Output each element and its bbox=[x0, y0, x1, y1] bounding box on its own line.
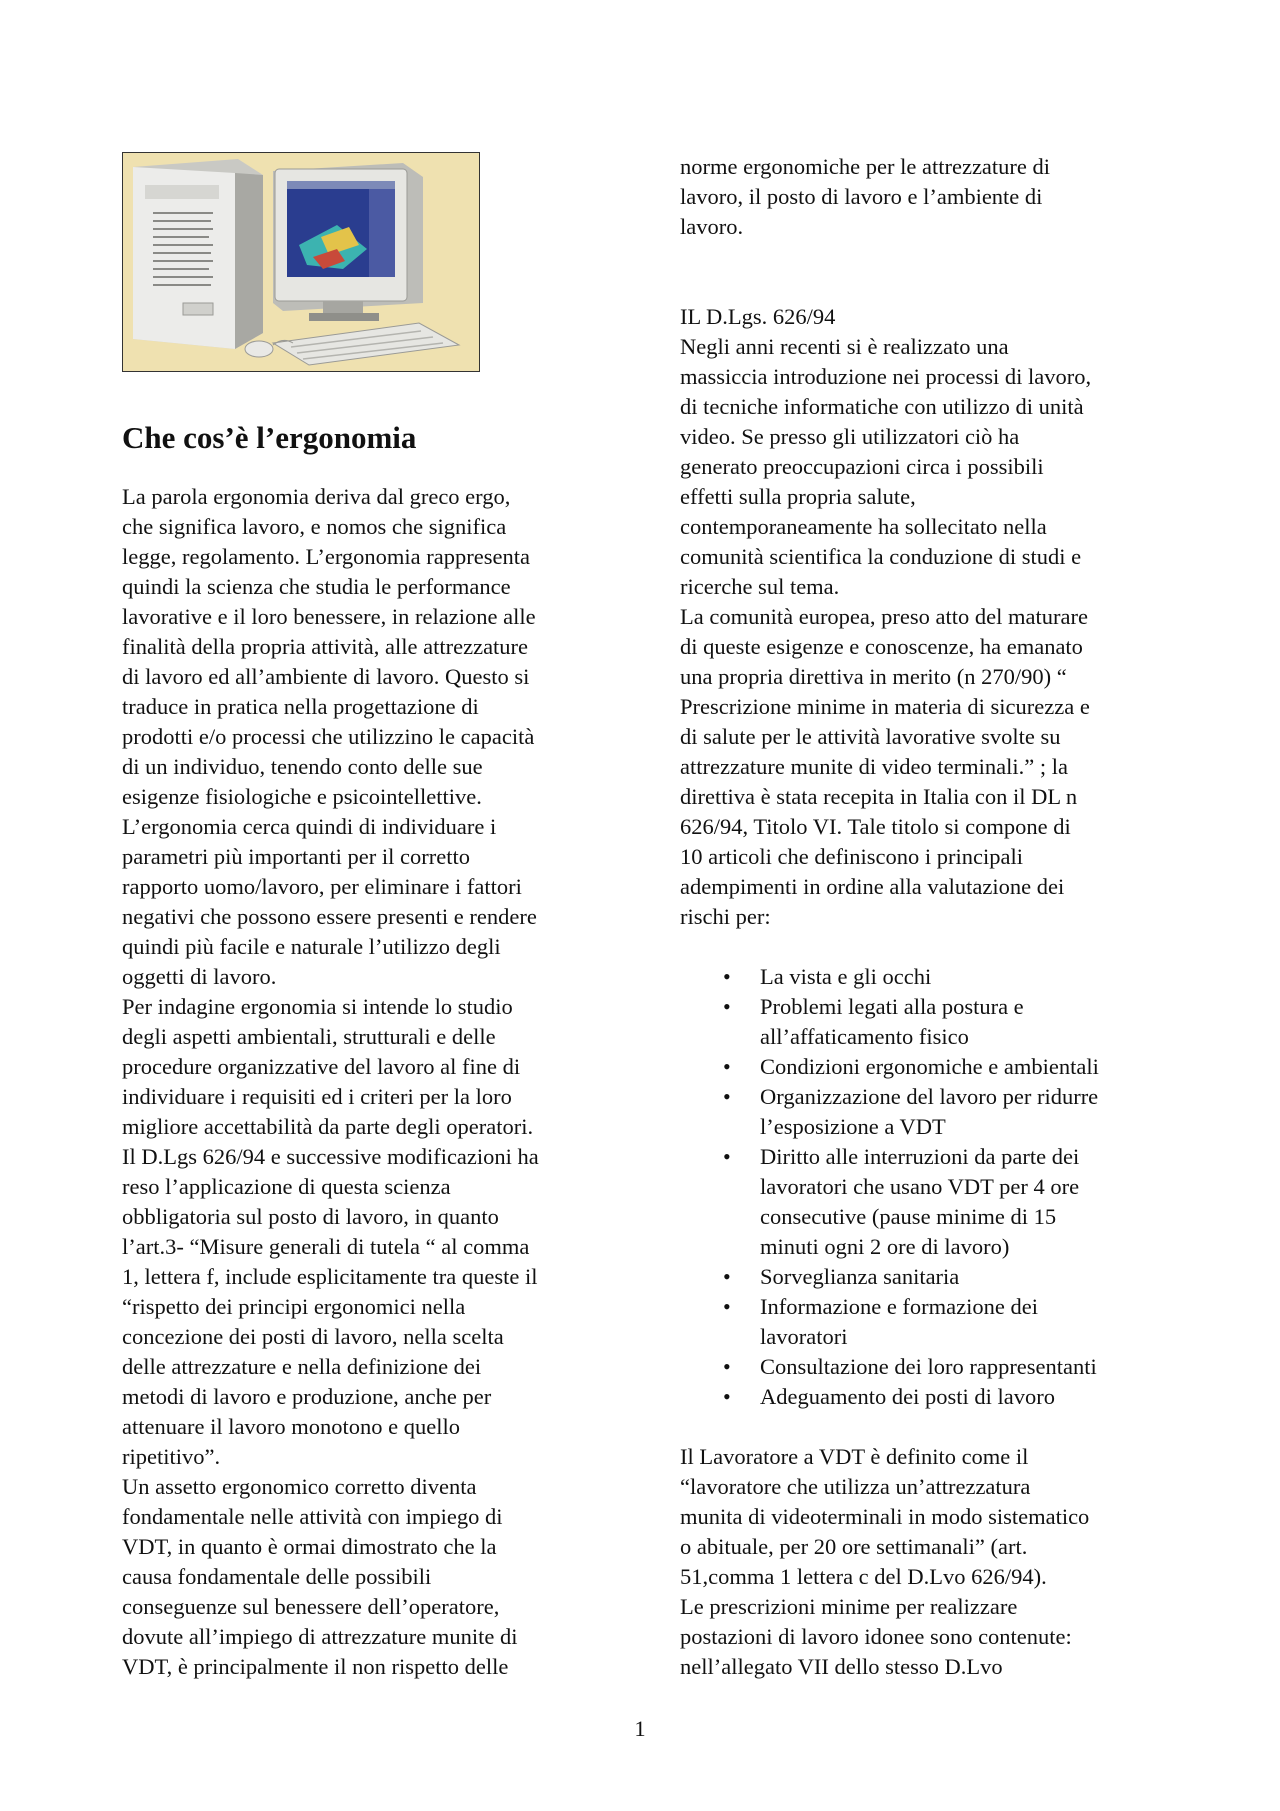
list-item-line: all’affaticamento fisico bbox=[760, 1024, 969, 1049]
body-line: prodotti e/o processi che utilizzino le capacità bbox=[122, 724, 535, 749]
body-line: lavorative e il loro benessere, in relazione alle bbox=[122, 604, 536, 629]
body-line: causa fondamentale delle possibili bbox=[122, 1564, 432, 1589]
computer-illustration bbox=[122, 152, 480, 372]
body-line: “rispetto dei principi ergonomici nella bbox=[122, 1294, 466, 1319]
body-line: attenuare il lavoro monotono e quello bbox=[122, 1414, 461, 1439]
bullet-icon: • bbox=[723, 1354, 731, 1379]
body-line: o abituale, per 20 ore settimanali” (art. bbox=[680, 1534, 1028, 1559]
body-line: l’art.3- “Misure generali di tutela “ al comma bbox=[122, 1234, 530, 1259]
body-line: Negli anni recenti si è realizzato una bbox=[680, 334, 1009, 359]
bullet-icon: • bbox=[723, 1084, 731, 1109]
list-item bbox=[723, 992, 1180, 1052]
page-title: Che cos’è l’ergonomia bbox=[122, 420, 417, 455]
body-line: dovute all’impiego di attrezzature munite di bbox=[122, 1624, 518, 1649]
body-line: individuare i requisiti ed i criteri per la loro bbox=[122, 1084, 512, 1109]
list-item-line: l’esposizione a VDT bbox=[760, 1114, 946, 1139]
list-item-line: Adeguamento dei posti di lavoro bbox=[760, 1384, 1055, 1409]
body-line: fondamentale nelle attività con impiego di bbox=[122, 1504, 503, 1529]
right-intro-text bbox=[680, 152, 1180, 242]
list-item bbox=[723, 1352, 1180, 1382]
body-line: ripetitivo”. bbox=[122, 1444, 221, 1469]
body-line: norme ergonomiche per le attrezzature di bbox=[680, 154, 1051, 179]
computer-icon bbox=[123, 153, 479, 371]
body-line: La comunità europea, preso atto del maturare bbox=[680, 604, 1088, 629]
body-line: legge, regolamento. L’ergonomia rappresenta bbox=[122, 544, 530, 569]
body-line: 51,comma 1 lettera c del D.Lvo 626/94). bbox=[680, 1564, 1047, 1589]
risk-bullet-list bbox=[680, 962, 1180, 1412]
body-line: degli aspetti ambientali, strutturali e delle bbox=[122, 1024, 496, 1049]
body-line: rischi per: bbox=[680, 904, 771, 929]
bullet-icon: • bbox=[723, 1144, 731, 1169]
list-item-line: Sorveglianza sanitaria bbox=[760, 1264, 960, 1289]
body-line: effetti sulla propria salute, bbox=[680, 484, 916, 509]
body-line: 1, lettera f, include esplicitamente tra queste il bbox=[122, 1264, 538, 1289]
vdt-worker-definition bbox=[680, 1442, 1180, 1682]
body-line: ricerche sul tema. bbox=[680, 574, 840, 599]
list-item bbox=[723, 1262, 1180, 1292]
body-line: comunità scientifica la conduzione di studi e bbox=[680, 544, 1082, 569]
paragraph-gap bbox=[680, 242, 1180, 302]
body-line: di queste esigenze e conoscenze, ha emanato bbox=[680, 634, 1083, 659]
list-item-line: Organizzazione del lavoro per ridurre bbox=[760, 1084, 1099, 1109]
body-line: postazioni di lavoro idonee sono contenute: bbox=[680, 1624, 1072, 1649]
body-line: “lavoratore che utilizza un’attrezzatura bbox=[680, 1474, 1031, 1499]
bullet-icon: • bbox=[723, 1384, 731, 1409]
bullet-icon: • bbox=[723, 1054, 731, 1079]
body-line: negativi che possono essere presenti e rendere bbox=[122, 904, 537, 929]
body-line: Un assetto ergonomico corretto diventa bbox=[122, 1474, 477, 1499]
list-item-line: consecutive (pause minime di 15 bbox=[760, 1204, 1057, 1229]
body-line: una propria direttiva in merito (n 270/90) “ bbox=[680, 664, 1067, 689]
body-line: L’ergonomia cerca quindi di individuare i bbox=[122, 814, 497, 839]
bullet-icon: • bbox=[723, 1294, 731, 1319]
body-line: conseguenze sul benessere dell’operatore, bbox=[122, 1594, 500, 1619]
body-line: esigenze fisiologiche e psicointellettive. bbox=[122, 784, 482, 809]
list-item bbox=[723, 1052, 1180, 1082]
body-line: Prescrizione minime in materia di sicurezza e bbox=[680, 694, 1090, 719]
list-item-line: Informazione e formazione dei bbox=[760, 1294, 1038, 1319]
body-line: attrezzature munite di video terminali.” ; la bbox=[680, 754, 1068, 779]
list-item-line: lavoratori bbox=[760, 1324, 848, 1349]
section-heading-line: IL D.Lgs. 626/94 bbox=[680, 304, 836, 329]
body-line: obbligatoria sul posto di lavoro, in quanto bbox=[122, 1204, 499, 1229]
list-item bbox=[723, 1292, 1180, 1352]
body-line: rapporto uomo/lavoro, per eliminare i fattori bbox=[122, 874, 522, 899]
body-line: oggetti di lavoro. bbox=[122, 964, 277, 989]
body-line: Le prescrizioni minime per realizzare bbox=[680, 1594, 1018, 1619]
list-item-line: Problemi legati alla postura e bbox=[760, 994, 1024, 1019]
body-line: La parola ergonomia deriva dal greco ergo, bbox=[122, 484, 511, 509]
body-line: finalità della propria attività, alle attrezzature bbox=[122, 634, 529, 659]
body-line: contemporaneamente ha sollecitato nella bbox=[680, 514, 1047, 539]
body-line: 10 articoli che definiscono i principali bbox=[680, 844, 1024, 869]
body-line: di lavoro ed all’ambiente di lavoro. Questo si bbox=[122, 664, 530, 689]
list-item bbox=[723, 1082, 1180, 1142]
body-line: quindi la scienza che studia le performance bbox=[122, 574, 511, 599]
body-line: che significa lavoro, e nomos che significa bbox=[122, 514, 507, 539]
list-item bbox=[723, 1382, 1180, 1412]
body-line: parametri più importanti per il corretto bbox=[122, 844, 471, 869]
body-line: procedure organizzative del lavoro al fine di bbox=[122, 1054, 521, 1079]
body-line: traduce in pratica nella progettazione di bbox=[122, 694, 479, 719]
body-line: video. Se presso gli utilizzatori ciò ha bbox=[680, 424, 1020, 449]
bullet-icon: • bbox=[723, 994, 731, 1019]
list-item-line: La vista e gli occhi bbox=[760, 964, 932, 989]
body-line: direttiva è stata recepita in Italia con il DL n bbox=[680, 784, 1078, 809]
body-line: generato preoccupazioni circa i possibili bbox=[680, 454, 1044, 479]
body-line: VDT, in quanto è ormai dimostrato che la bbox=[122, 1534, 497, 1559]
body-line: reso l’applicazione di questa scienza bbox=[122, 1174, 451, 1199]
list-item-line: minuti ogni 2 ore di lavoro) bbox=[760, 1234, 1010, 1259]
body-line: metodi di lavoro e produzione, anche per bbox=[122, 1384, 492, 1409]
dlgs-section-text bbox=[680, 302, 1180, 932]
body-line: nell’allegato VII dello stesso D.Lvo bbox=[680, 1654, 1003, 1679]
body-line: Il D.Lgs 626/94 e successive modificazioni ha bbox=[122, 1144, 539, 1169]
body-line: delle attrezzature e nella definizione dei bbox=[122, 1354, 482, 1379]
body-line: migliore accettabilità da parte degli operatori. bbox=[122, 1114, 534, 1139]
body-line: concezione dei posti di lavoro, nella scelta bbox=[122, 1324, 504, 1349]
body-line: lavoro. bbox=[680, 214, 744, 239]
list-item bbox=[723, 962, 1180, 992]
list-item-line: Consultazione dei loro rappresentanti bbox=[760, 1354, 1097, 1379]
body-line: di un individuo, tenendo conto delle sue bbox=[122, 754, 483, 779]
body-line: lavoro, il posto di lavoro e l’ambiente di bbox=[680, 184, 1043, 209]
bullet-icon: • bbox=[723, 1264, 731, 1289]
left-body-text bbox=[122, 482, 612, 1682]
bullet-icon: • bbox=[723, 964, 731, 989]
list-item-line: Condizioni ergonomiche e ambientali bbox=[760, 1054, 1099, 1079]
right-column bbox=[680, 152, 1180, 1682]
body-line: massiccia introduzione nei processi di lavoro, bbox=[680, 364, 1092, 389]
body-line: VDT, è principalmente il non rispetto delle bbox=[122, 1654, 509, 1679]
body-line: di salute per le attività lavorative svolte su bbox=[680, 724, 1061, 749]
list-item-line: Diritto alle interruzioni da parte dei bbox=[760, 1144, 1080, 1169]
body-line: quindi più facile e naturale l’utilizzo degli bbox=[122, 934, 501, 959]
body-line: Per indagine ergonomia si intende lo studio bbox=[122, 994, 513, 1019]
list-item bbox=[723, 1142, 1180, 1262]
page-number: 1 bbox=[634, 1716, 646, 1741]
body-line: 626/94, Titolo VI. Tale titolo si compone di bbox=[680, 814, 1071, 839]
body-line: munita di videoterminali in modo sistematico bbox=[680, 1504, 1090, 1529]
body-line: adempimenti in ordine alla valutazione dei bbox=[680, 874, 1065, 899]
left-column bbox=[122, 152, 612, 1682]
body-line: di tecniche informatiche con utilizzo di unità bbox=[680, 394, 1084, 419]
list-item-line: lavoratori che usano VDT per 4 ore bbox=[760, 1174, 1080, 1199]
body-line: Il Lavoratore a VDT è definito come il bbox=[680, 1444, 1029, 1469]
